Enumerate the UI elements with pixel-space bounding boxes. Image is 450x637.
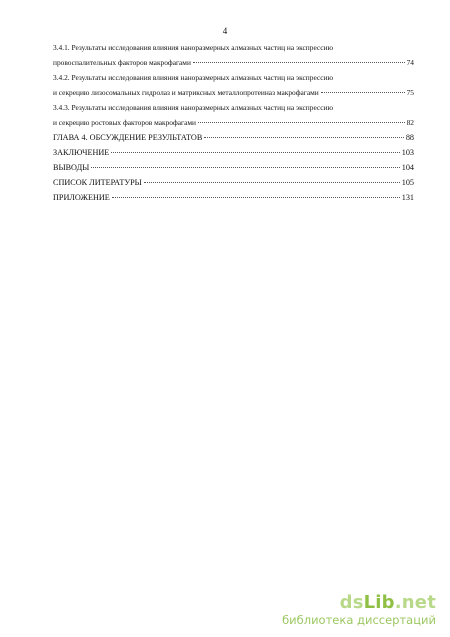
toc-entry-leader-line: [53, 55, 414, 70]
toc-entry-leader-line: [53, 130, 414, 145]
toc-entry-title: ПРИЛОЖЕНИЕ: [53, 193, 110, 202]
toc-entry-findings: [53, 160, 414, 175]
dot-leader: [204, 137, 404, 138]
toc-page-number: 104: [401, 163, 414, 172]
toc-entry-title-line2: провоспалительных факторов макрофагами: [53, 58, 191, 67]
dslib-subtitle: библиотека диссертаций: [282, 613, 436, 627]
toc-entry-appendix: [53, 190, 414, 205]
toc-entry-title-line1: 3.4.3. Результаты исследования влияния наноразмерных алмазных частиц на экспрессию: [53, 103, 333, 112]
toc-entry-leader-line: [53, 160, 414, 175]
page-number: 4: [222, 26, 228, 36]
toc-page-number: 105: [401, 178, 414, 187]
toc-entry-references: [53, 175, 414, 190]
toc-entry-conclusion: [53, 145, 414, 160]
toc-entry-chapter-4: [53, 130, 414, 145]
toc-entry-title-line1: 3.4.2. Результаты исследования влияния наноразмерных алмазных частиц на экспрессию: [53, 73, 333, 82]
toc-entry-title-line1: 3.4.1. Результаты исследования влияния наноразмерных алмазных частиц на экспрессию: [53, 43, 333, 52]
toc-entry-leader-line: [53, 145, 414, 160]
dot-leader: [91, 167, 399, 168]
dslib-logo: dsLib.net: [339, 592, 436, 613]
toc-entry-title: ЗАКЛЮЧЕНИЕ: [53, 148, 110, 157]
dslib-watermark: [282, 593, 436, 627]
toc-entry-title-line2: и секрецию ростовых факторов макрофагами: [53, 118, 196, 127]
toc-entry-leader-line: [53, 190, 414, 205]
dot-leader: [144, 182, 400, 183]
toc-page-number: 75: [406, 88, 414, 97]
toc-entry-leader-line: [53, 85, 414, 100]
toc-entry-title: ГЛАВА 4. ОБСУЖДЕНИЕ РЕЗУЛЬТАТОВ: [53, 133, 203, 142]
toc-page-number: 88: [405, 133, 414, 142]
toc-entry-title: СПИСОК ЛИТЕРАТУРЫ: [53, 178, 142, 187]
toc-entry-title-line2: и секрецию лизосомальных гидролаз и матриксных металлопротеиназ макрофагами: [53, 88, 319, 97]
toc-entry-3-4-3: [53, 100, 414, 130]
dot-leader: [112, 197, 400, 198]
toc-page-number: 103: [401, 148, 414, 157]
dot-leader: [321, 92, 405, 93]
toc-entry-title: ВЫВОДЫ: [53, 163, 90, 172]
toc-entry-leader-line: [53, 175, 414, 190]
dot-leader: [198, 122, 405, 123]
table-of-contents: [53, 40, 414, 205]
toc-page-number: 74: [406, 58, 414, 67]
dot-leader: [193, 62, 405, 63]
toc-entry-leader-line: [53, 115, 414, 130]
toc-page-number: 82: [406, 118, 414, 127]
toc-entry-3-4-2: [53, 70, 414, 100]
dot-leader: [111, 152, 399, 153]
toc-page-number: 131: [401, 193, 414, 202]
toc-entry-3-4-1: [53, 40, 414, 70]
